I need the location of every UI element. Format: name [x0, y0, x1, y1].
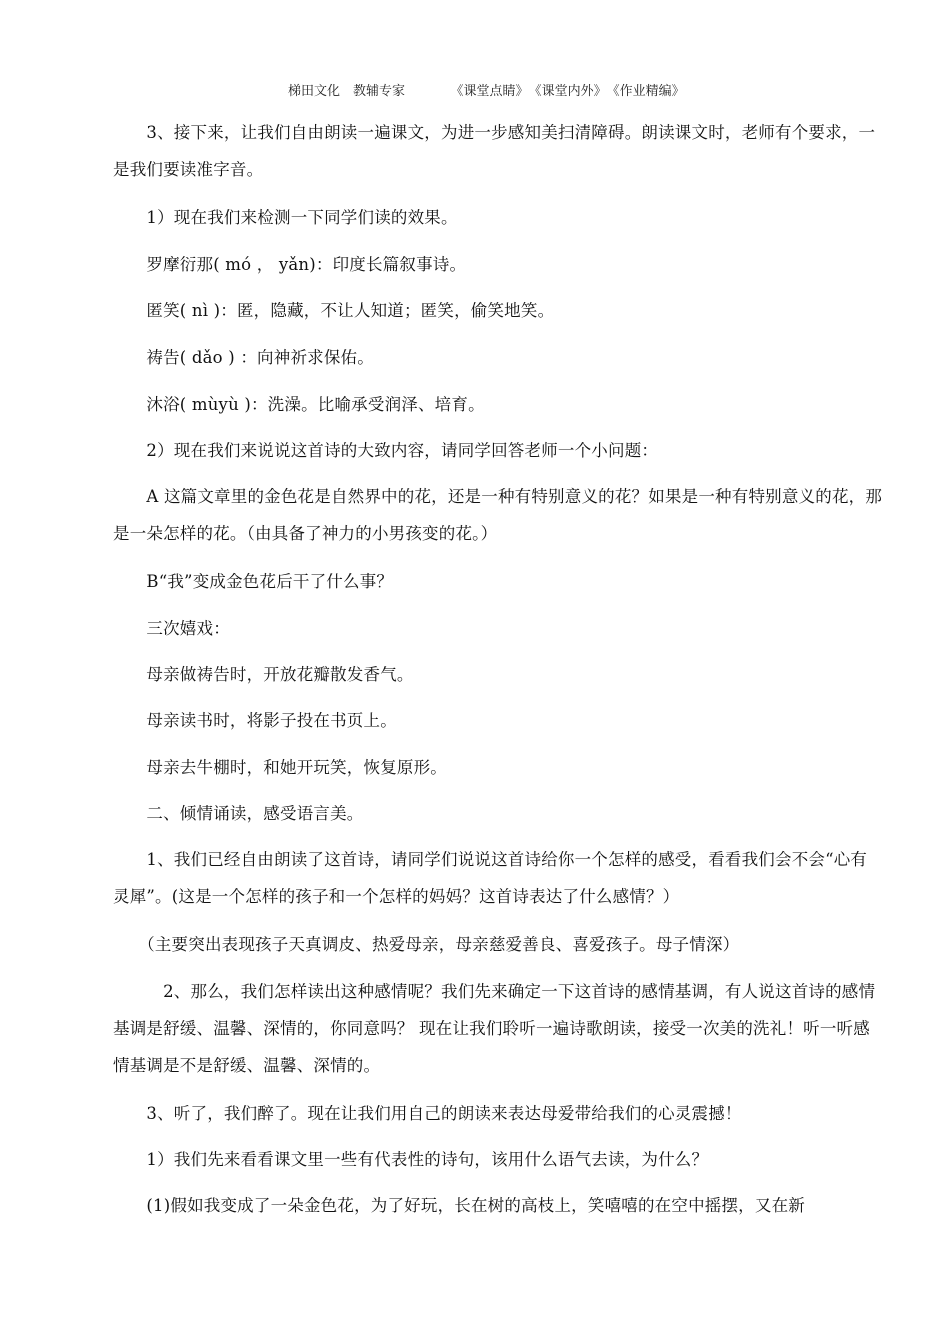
paragraph-three-plays: 三次嬉戏： [113, 619, 230, 638]
page-header [288, 80, 685, 99]
header-book-1: 《课堂点睛》 [457, 84, 523, 99]
paragraph-poem-line-1: (1)假如我变成了一朵金色花，为了好玩，长在树的高枝上，笑嘻嘻的在空中摇摆，又在新 [113, 1196, 805, 1215]
header-book-2: 《课堂内外》 [535, 84, 601, 99]
paragraph-vocab-1: 罗摩衍那( mó ， yǎn)：印度长篇叙事诗。 [113, 255, 467, 274]
paragraph-question-a: A 这篇文章里的金色花是自然界中的花，还是一种有特别意义的花？如果是一种有特别意义的花，那是一朵怎样的花。（由具备了神力的小男孩变的花。） [113, 487, 883, 543]
paragraph-vocab-2: 匿笑( nì )：匿，隐藏，不让人知道；匿笑，偷笑地笑。 [113, 301, 555, 320]
header-brand: 梯田文化 教辅专家 [288, 84, 406, 99]
paragraph-vocab-3: 祷告( dǎo ) ：向神祈求保佑。 [113, 348, 374, 367]
paragraph-content-question: 2）现在我们来说说这首诗的大致内容，请同学回答老师一个小问题： [113, 441, 659, 460]
paragraph-emotional-tone: 2、那么，我们怎样读出这种感情呢？我们先来确定一下这首诗的感情基调，有人说这首诗的感情基调是舒缓、温馨、深情的，你同意吗？ 现在让我们聆听一遍诗歌朗读，接受一次美的洗礼！听一听感情基调是不是舒缓、温馨、深情的。 [113, 982, 876, 1075]
paragraph-feeling-question: 1、我们已经自由朗读了这首诗，请同学们说说这首诗给你一个怎样的感受，看看我们会不会“心有灵犀”。(这是一个怎样的孩子和一个怎样的妈妈？这首诗表达了什么感情？） [113, 850, 868, 906]
header-book-3: 《作业精编》 [613, 84, 685, 99]
paragraph-representative-lines: 1）我们先来看看课文里一些有代表性的诗句，该用什么语气去读，为什么？ [113, 1150, 709, 1169]
paragraph-check-effect: 1）现在我们来检测一下同学们读的效果。 [113, 208, 458, 227]
paragraph-play-2: 母亲读书时，将影子投在书页上。 [113, 711, 397, 730]
paragraph-question-b: B“我”变成金色花后干了什么事？ [113, 572, 394, 591]
paragraph-play-3: 母亲去牛棚时，和她开玩笑，恢复原形。 [113, 758, 447, 777]
paragraph-reading-intro: 3、接下来，让我们自由朗读一遍课文，为进一步感知美扫清障碍。朗读课文时，老师有个要求，一是我们要读准字音。 [113, 123, 876, 179]
paragraph-vocab-4: 沐浴( mùyù )：洗澡。比喻承受润泽、培育。 [113, 395, 485, 414]
section-heading-two: 二、倾情诵读，感受语言美。 [113, 804, 364, 823]
paragraph-play-1: 母亲做祷告时，开放花瓣散发香气。 [113, 665, 414, 684]
paragraph-feeling-answer: （主要突出表现孩子天真调皮、热爱母亲，母亲慈爱善良、喜爱孩子。母子情深） [113, 935, 740, 954]
paragraph-listen: 3、听了，我们醉了。现在让我们用自己的朗读来表达母爱带给我们的心灵震撼！ [113, 1104, 742, 1123]
